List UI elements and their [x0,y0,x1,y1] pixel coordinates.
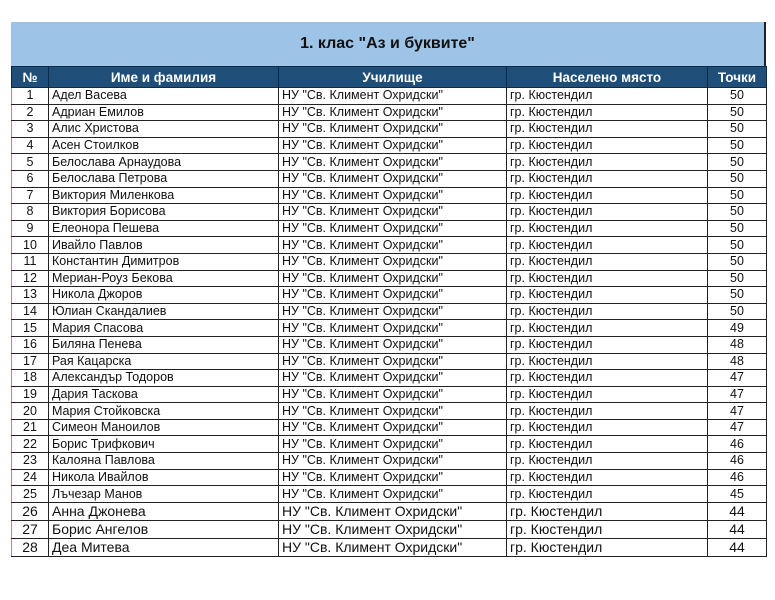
row-number: 7 [12,187,49,204]
row-number: 19 [12,386,49,403]
points-value: 47 [708,403,767,420]
results-sheet [11,22,766,557]
student-name: Адриан Емилов [49,104,279,121]
student-name: Лъчезар Манов [49,486,279,503]
row-number: 16 [12,336,49,353]
school-name: НУ "Св. Климент Охридски" [279,403,507,420]
student-name: Рая Кацарска [49,353,279,370]
row-number: 13 [12,287,49,304]
school-name: НУ "Св. Климент Охридски" [279,436,507,453]
school-name: НУ "Св. Климент Охридски" [279,220,507,237]
student-name: Белослава Петрова [49,170,279,187]
points-value: 50 [708,204,767,221]
points-value: 50 [708,104,767,121]
column-header-town: Населено място [507,67,708,88]
table-row [12,453,767,470]
points-value: 50 [708,154,767,171]
school-name: НУ "Св. Климент Охридски" [279,486,507,503]
student-name: Юлиан Скандалиев [49,303,279,320]
town-name: гр. Кюстендил [507,436,708,453]
table-row [12,320,767,337]
student-name: Александър Тодоров [49,370,279,387]
points-value: 50 [708,137,767,154]
student-name: Никола Джоров [49,287,279,304]
school-name: НУ "Св. Климент Охридски" [279,370,507,387]
table-row [12,539,767,557]
table-row [12,287,767,304]
row-number: 24 [12,469,49,486]
results-table [11,66,767,557]
town-name: гр. Кюстендил [507,419,708,436]
student-name: Асен Стоилков [49,137,279,154]
row-number: 15 [12,320,49,337]
student-name: Виктория Миленкова [49,187,279,204]
school-name: НУ "Св. Климент Охридски" [279,453,507,470]
points-value: 50 [708,270,767,287]
town-name: гр. Кюстендил [507,88,708,105]
header-row [12,67,767,88]
row-number: 5 [12,154,49,171]
school-name: НУ "Св. Климент Охридски" [279,502,507,520]
student-name: Дария Таскова [49,386,279,403]
table-row [12,253,767,270]
row-number: 18 [12,370,49,387]
table-row [12,170,767,187]
row-number: 28 [12,539,49,557]
points-value: 50 [708,187,767,204]
school-name: НУ "Св. Климент Охридски" [279,303,507,320]
school-name: НУ "Св. Климент Охридски" [279,137,507,154]
school-name: НУ "Св. Климент Охридски" [279,539,507,557]
school-name: НУ "Св. Климент Охридски" [279,253,507,270]
town-name: гр. Кюстендил [507,469,708,486]
column-header-school: Училище [279,67,507,88]
points-value: 44 [708,539,767,557]
row-number: 11 [12,253,49,270]
table-row [12,137,767,154]
town-name: гр. Кюстендил [507,220,708,237]
points-value: 47 [708,370,767,387]
points-value: 46 [708,436,767,453]
table-row [12,121,767,138]
points-value: 48 [708,353,767,370]
town-name: гр. Кюстендил [507,137,708,154]
column-header-name: Име и фамилия [49,67,279,88]
town-name: гр. Кюстендил [507,502,708,520]
row-number: 2 [12,104,49,121]
points-value: 48 [708,336,767,353]
row-number: 8 [12,204,49,221]
points-value: 47 [708,386,767,403]
table-row [12,336,767,353]
town-name: гр. Кюстендил [507,187,708,204]
row-number: 10 [12,237,49,254]
school-name: НУ "Св. Климент Охридски" [279,469,507,486]
town-name: гр. Кюстендил [507,204,708,221]
town-name: гр. Кюстендил [507,253,708,270]
student-name: Адел Васева [49,88,279,105]
row-number: 3 [12,121,49,138]
points-value: 47 [708,419,767,436]
row-number: 27 [12,521,49,539]
town-name: гр. Кюстендил [507,486,708,503]
table-row [12,104,767,121]
school-name: НУ "Св. Климент Охридски" [279,419,507,436]
town-name: гр. Кюстендил [507,521,708,539]
student-name: Мериан-Роуз Бекова [49,270,279,287]
table-row [12,270,767,287]
student-name: Виктория Борисова [49,204,279,221]
student-name: Борис Трифкович [49,436,279,453]
table-row [12,154,767,171]
school-name: НУ "Св. Климент Охридски" [279,270,507,287]
town-name: гр. Кюстендил [507,320,708,337]
school-name: НУ "Св. Климент Охридски" [279,336,507,353]
school-name: НУ "Св. Климент Охридски" [279,237,507,254]
town-name: гр. Кюстендил [507,287,708,304]
town-name: гр. Кюстендил [507,303,708,320]
town-name: гр. Кюстендил [507,121,708,138]
student-name: Борис Ангелов [49,521,279,539]
school-name: НУ "Св. Климент Охридски" [279,104,507,121]
points-value: 50 [708,121,767,138]
student-name: Елеонора Пешева [49,220,279,237]
points-value: 50 [708,253,767,270]
table-row [12,386,767,403]
table-row [12,436,767,453]
table-row [12,469,767,486]
points-value: 44 [708,521,767,539]
student-name: Биляна Пенева [49,336,279,353]
school-name: НУ "Св. Климент Охридски" [279,521,507,539]
points-value: 50 [708,220,767,237]
school-name: НУ "Св. Климент Охридски" [279,204,507,221]
town-name: гр. Кюстендил [507,386,708,403]
table-row [12,237,767,254]
town-name: гр. Кюстендил [507,170,708,187]
row-number: 26 [12,502,49,520]
town-name: гр. Кюстендил [507,403,708,420]
table-row [12,88,767,105]
school-name: НУ "Св. Климент Охридски" [279,154,507,171]
row-number: 12 [12,270,49,287]
table-row [12,403,767,420]
points-value: 45 [708,486,767,503]
title-band [11,22,766,66]
town-name: гр. Кюстендил [507,154,708,171]
town-name: гр. Кюстендил [507,370,708,387]
student-name: Мария Стойковска [49,403,279,420]
points-value: 49 [708,320,767,337]
town-name: гр. Кюстендил [507,270,708,287]
student-name: Калояна Павлова [49,453,279,470]
table-row [12,486,767,503]
town-name: гр. Кюстендил [507,539,708,557]
school-name: НУ "Св. Климент Охридски" [279,287,507,304]
points-value: 50 [708,303,767,320]
town-name: гр. Кюстендил [507,336,708,353]
points-value: 46 [708,453,767,470]
row-number: 20 [12,403,49,420]
student-name: Белослава Арнаудова [49,154,279,171]
row-number: 4 [12,137,49,154]
points-value: 50 [708,170,767,187]
student-name: Деа Митева [49,539,279,557]
row-number: 9 [12,220,49,237]
town-name: гр. Кюстендил [507,237,708,254]
table-row [12,220,767,237]
points-value: 50 [708,287,767,304]
table-row [12,419,767,436]
school-name: НУ "Св. Климент Охридски" [279,320,507,337]
student-name: Алис Христова [49,121,279,138]
table-row [12,370,767,387]
school-name: НУ "Св. Климент Охридски" [279,121,507,138]
table-body [12,88,767,557]
points-value: 44 [708,502,767,520]
points-value: 50 [708,237,767,254]
table-row [12,204,767,221]
row-number: 21 [12,419,49,436]
column-header-num: № [12,67,49,88]
student-name: Симеон Маноилов [49,419,279,436]
town-name: гр. Кюстендил [507,104,708,121]
student-name: Константин Димитров [49,253,279,270]
row-number: 23 [12,453,49,470]
row-number: 22 [12,436,49,453]
column-header-points: Точки [708,67,767,88]
points-value: 46 [708,469,767,486]
row-number: 1 [12,88,49,105]
table-row [12,187,767,204]
sheet-title: 1. клас "Аз и буквите" [300,35,475,52]
row-number: 25 [12,486,49,503]
row-number: 14 [12,303,49,320]
student-name: Ивайло Павлов [49,237,279,254]
table-row [12,303,767,320]
student-name: Анна Джонева [49,502,279,520]
town-name: гр. Кюстендил [507,353,708,370]
town-name: гр. Кюстендил [507,453,708,470]
school-name: НУ "Св. Климент Охридски" [279,88,507,105]
points-value: 50 [708,88,767,105]
table-row [12,353,767,370]
table-row [12,521,767,539]
table-row [12,502,767,520]
row-number: 17 [12,353,49,370]
student-name: Мария Спасова [49,320,279,337]
row-number: 6 [12,170,49,187]
school-name: НУ "Св. Климент Охридски" [279,170,507,187]
school-name: НУ "Св. Климент Охридски" [279,187,507,204]
school-name: НУ "Св. Климент Охридски" [279,353,507,370]
student-name: Никола Ивайлов [49,469,279,486]
school-name: НУ "Св. Климент Охридски" [279,386,507,403]
